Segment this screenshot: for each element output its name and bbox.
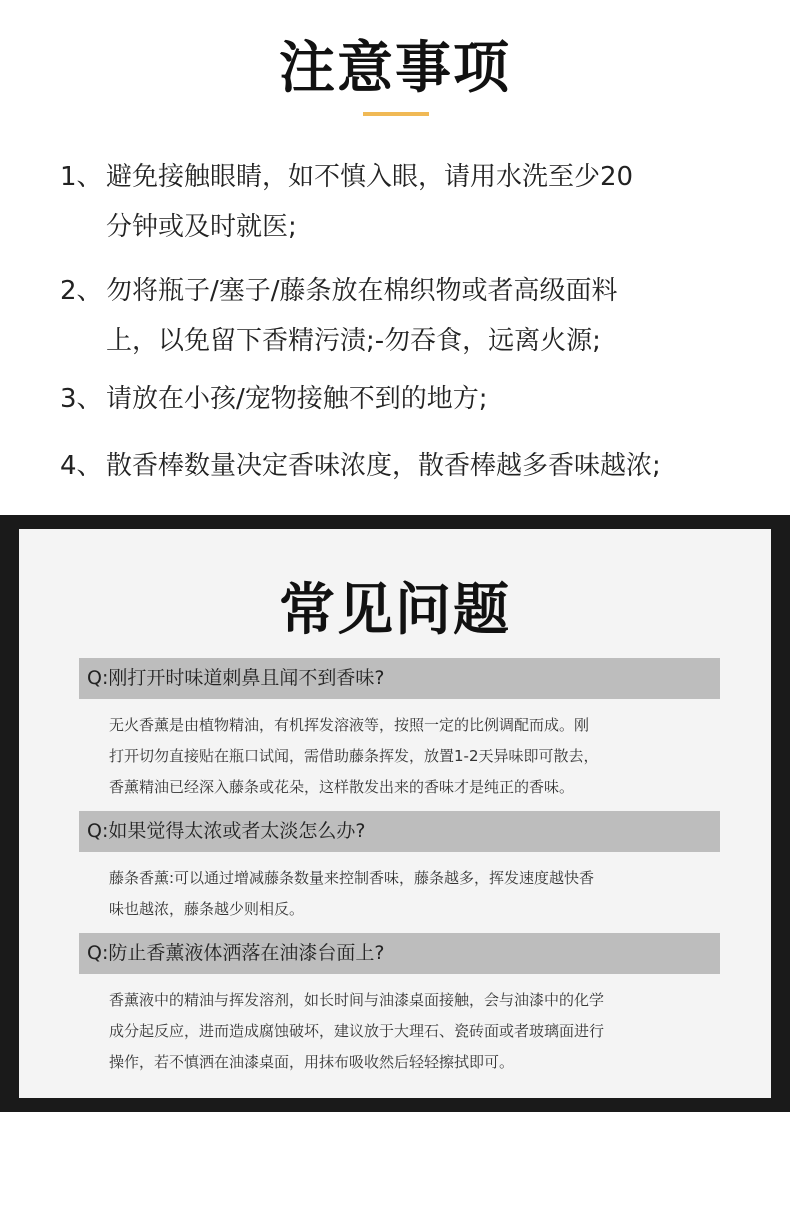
note-text: 勿将瓶子/塞子/藤条放在棉织物或者高级面料 [106, 276, 618, 306]
note-text: 散香棒数量决定香味浓度，散香棒越多香味越浓; [106, 451, 661, 481]
note-number: 2、 [60, 276, 103, 306]
faq-answer-1 [109, 710, 709, 803]
answer-line: 香薰精油已经深入藤条或花朵，这样散发出来的香味才是纯正的香味。 [109, 778, 575, 796]
answer-line: 味也越浓，藤条越少则相反。 [109, 900, 305, 918]
answer-line: 藤条香薰:可以通过增减藤条数量来控制香味，藤条越多，挥发速度越快香 [109, 869, 595, 887]
faq-title: 常见问题 [279, 578, 511, 643]
note-item-4 [60, 441, 750, 491]
answer-line: 操作，若不慎洒在油漆桌面，用抹布吸收然后轻轻擦拭即可。 [109, 1053, 515, 1071]
faq-section [0, 515, 790, 1112]
faq-question-3: Q:防止香薰液体洒落在油漆台面上? [79, 933, 720, 974]
note-text: 避免接触眼睛，如不慎入眼，请用水洗至少20 [106, 162, 634, 192]
note-item-1 [60, 152, 750, 252]
note-number: 4、 [60, 451, 103, 481]
answer-line: 香薰液中的精油与挥发溶剂，如长时间与油漆桌面接触，会与油漆中的化学 [109, 991, 605, 1009]
note-number: 3、 [60, 384, 103, 414]
note-item-2 [60, 266, 750, 366]
title-underline [363, 112, 429, 116]
note-text: 请放在小孩/宠物接触不到的地方; [106, 384, 488, 414]
faq-panel [19, 529, 771, 1098]
answer-line: 打开切勿直接贴在瓶口试闻，需借助藤条挥发，放置1-2天异味即可散去， [109, 747, 599, 765]
answer-line: 无火香薰是由植物精油，有机挥发溶液等，按照一定的比例调配而成。刚 [109, 716, 590, 734]
note-text-continued: 上，以免留下香精污渍;-勿吞食，远离火源; [106, 326, 601, 356]
faq-answer-3 [109, 985, 709, 1078]
note-item-3 [60, 374, 750, 424]
faq-answer-2 [109, 863, 709, 925]
notes-title: 注意事项 [279, 35, 511, 101]
answer-line: 成分起反应，进而造成腐蚀破坏，建议放于大理石、瓷砖面或者玻璃面进行 [109, 1022, 605, 1040]
faq-question-1: Q:刚打开时味道刺鼻且闻不到香味? [79, 658, 720, 699]
note-text-continued: 分钟或及时就医; [106, 212, 297, 242]
note-number: 1、 [60, 162, 103, 192]
faq-question-2: Q:如果觉得太浓或者太淡怎么办? [79, 811, 720, 852]
